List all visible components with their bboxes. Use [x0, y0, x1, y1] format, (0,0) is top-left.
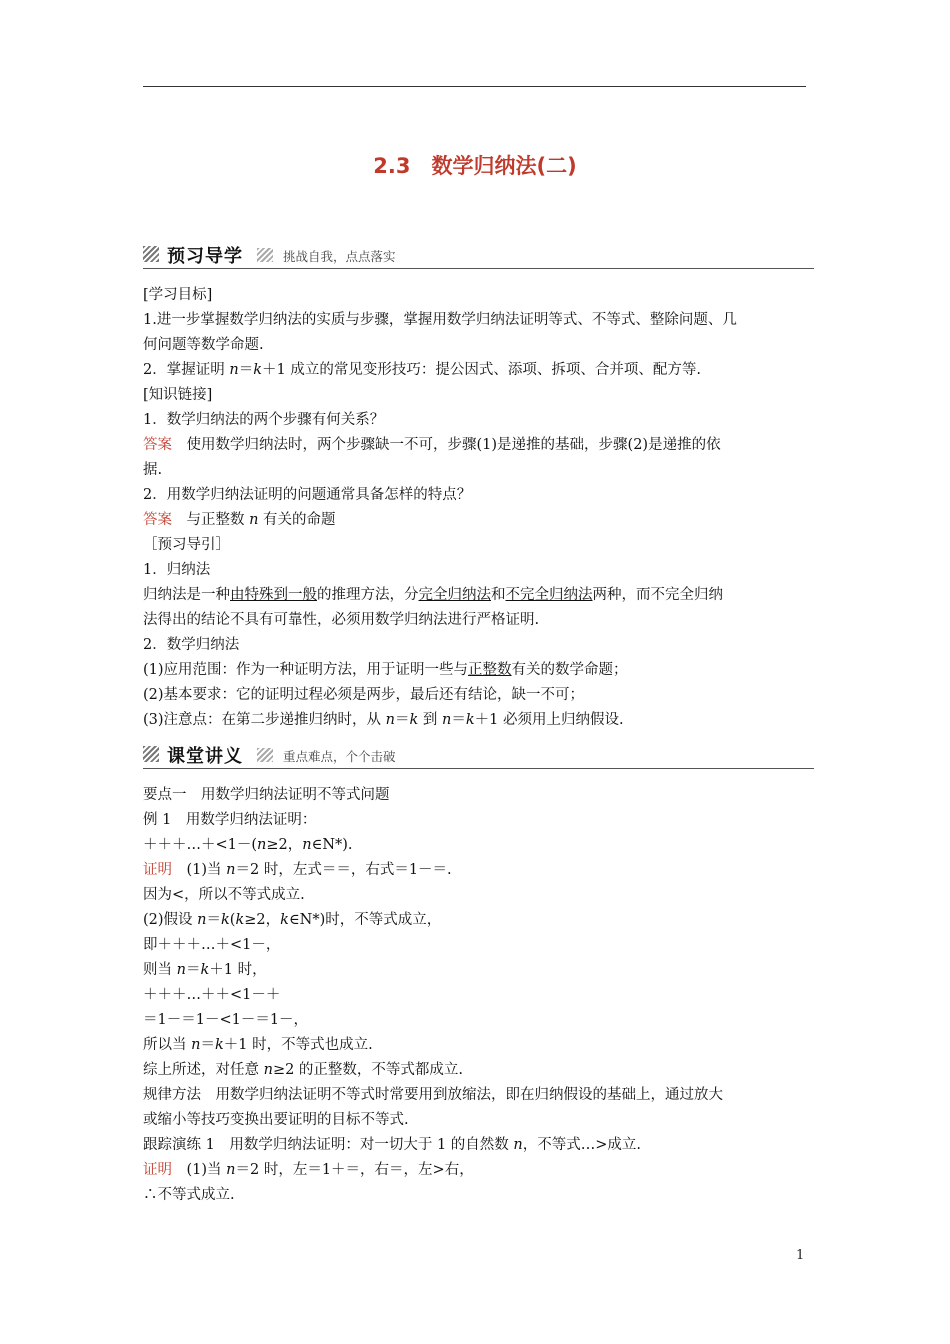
question-1: 1．数学归纳法的两个步骤有何关系？: [143, 412, 385, 428]
section-header-lecture: [143, 742, 814, 769]
goal-2: 2．掌握证明 n＝k＋1 成立的常见变形技巧：提公因式、添项、拆项、合并项、配方等.: [143, 362, 701, 378]
goal-1a: 1.进一步掌握数学归纳法的实质与步骤，掌握用数学归纳法证明等式、不等式、整除问题、几: [143, 312, 737, 328]
tracking-proof-line-2: ∴不等式成立.: [143, 1187, 235, 1203]
page-title: 2.3 数学归纳法(二): [373, 154, 577, 178]
answer-2: 答案 与正整数 n 有关的命题: [143, 512, 336, 528]
answer-label: 答案: [143, 512, 172, 528]
proof-line-8: 所以当 n＝k＋1 时，不等式也成立.: [143, 1037, 373, 1053]
stripe-icon: [257, 248, 273, 262]
guide-2-2: (2)基本要求：它的证明过程必须是两步，最后还有结论，缺一不可；: [143, 687, 585, 703]
guide-1a: 归纳法是一种由特殊到一般的推理方法，分完全归纳法和不完全归纳法两种，而不完全归纳: [143, 587, 723, 603]
guide-2-title: 2．数学归纳法: [143, 637, 240, 653]
example-1: 例 1 用数学归纳法证明：: [143, 812, 317, 828]
stripe-icon: [143, 746, 159, 762]
tracking-exercise-1: 跟踪演练 1 用数学归纳法证明：对一切大于 1 的自然数 n，不等式…>成立.: [143, 1137, 641, 1153]
stripe-icon: [257, 748, 273, 762]
proof-label: 证明: [143, 1162, 172, 1178]
answer-1a: 答案 使用数学归纳法时，两个步骤缺一不可，步骤(1)是递推的基础，步骤(2)是递推的依: [143, 437, 721, 453]
guide-1b: 法得出的结论不具有可靠性，必须用数学归纳法进行严格证明.: [143, 612, 540, 628]
proof-line-6: ＋＋＋…＋＋<1－＋: [143, 987, 281, 1003]
proof-line-4: 即＋＋＋…＋<1－，: [143, 937, 281, 953]
proof-line-7: ＝1－＝1－<1－＝1－，: [143, 1012, 309, 1028]
stripe-icon: [143, 246, 159, 262]
key-point-1: 要点一 用数学归纳法证明不等式问题: [143, 787, 390, 803]
proof-line-1: 证明 (1)当 n＝2 时，左式＝＝，右式＝1－＝.: [143, 862, 452, 878]
tracking-proof-line-1: 证明 (1)当 n＝2 时，左＝1＋＝，右＝，左>右，: [143, 1162, 474, 1178]
header-rule: [143, 86, 806, 87]
question-2: 2．用数学归纳法证明的问题通常具备怎样的特点？: [143, 487, 472, 503]
answer-1b: 据.: [143, 462, 163, 478]
section-title: 课堂讲义: [167, 746, 243, 767]
proof-line-5: 则当 n＝k＋1 时，: [143, 962, 267, 978]
proof-line-9: 综上所述，对任意 n≥2 的正整数，不等式都成立.: [143, 1062, 464, 1078]
proof-line-2: 因为<，所以不等式成立.: [143, 887, 305, 903]
example-1-statement: ＋＋＋…＋<1－(n≥2，n∈N*).: [143, 837, 353, 853]
goal-1b: 何问题等数学命题.: [143, 337, 264, 353]
proof-label: 证明: [143, 862, 172, 878]
guide-1-title: 1．归纳法: [143, 562, 211, 578]
rule-method-a: 规律方法 用数学归纳法证明不等式时常要用到放缩法，即在归纳假设的基础上，通过放大: [143, 1087, 723, 1103]
guide-2-1: (1)应用范围：作为一种证明方法，用于证明一些与正整数有关的数学命题；: [143, 662, 628, 678]
rule-method-b: 或缩小等技巧变换出要证明的目标不等式.: [143, 1112, 409, 1128]
link-heading: [知识链接]: [143, 387, 213, 403]
page-number: 1: [796, 1248, 805, 1263]
guide-2-3: (3)注意点：在第二步递推归纳时，从 n＝k 到 n＝k＋1 必须用上归纳假设.: [143, 712, 624, 728]
guide-heading: ［预习导引］: [143, 537, 230, 553]
section-header-preview: [143, 242, 814, 269]
answer-label: 答案: [143, 437, 172, 453]
proof-line-3: (2)假设 n＝k(k≥2，k∈N*)时，不等式成立，: [143, 912, 442, 928]
section-motto: 重点难点，个个击破: [283, 749, 396, 764]
goals-heading: [学习目标]: [143, 287, 213, 303]
section-title: 预习导学: [167, 246, 243, 267]
section-motto: 挑战自我，点点落实: [283, 249, 396, 264]
